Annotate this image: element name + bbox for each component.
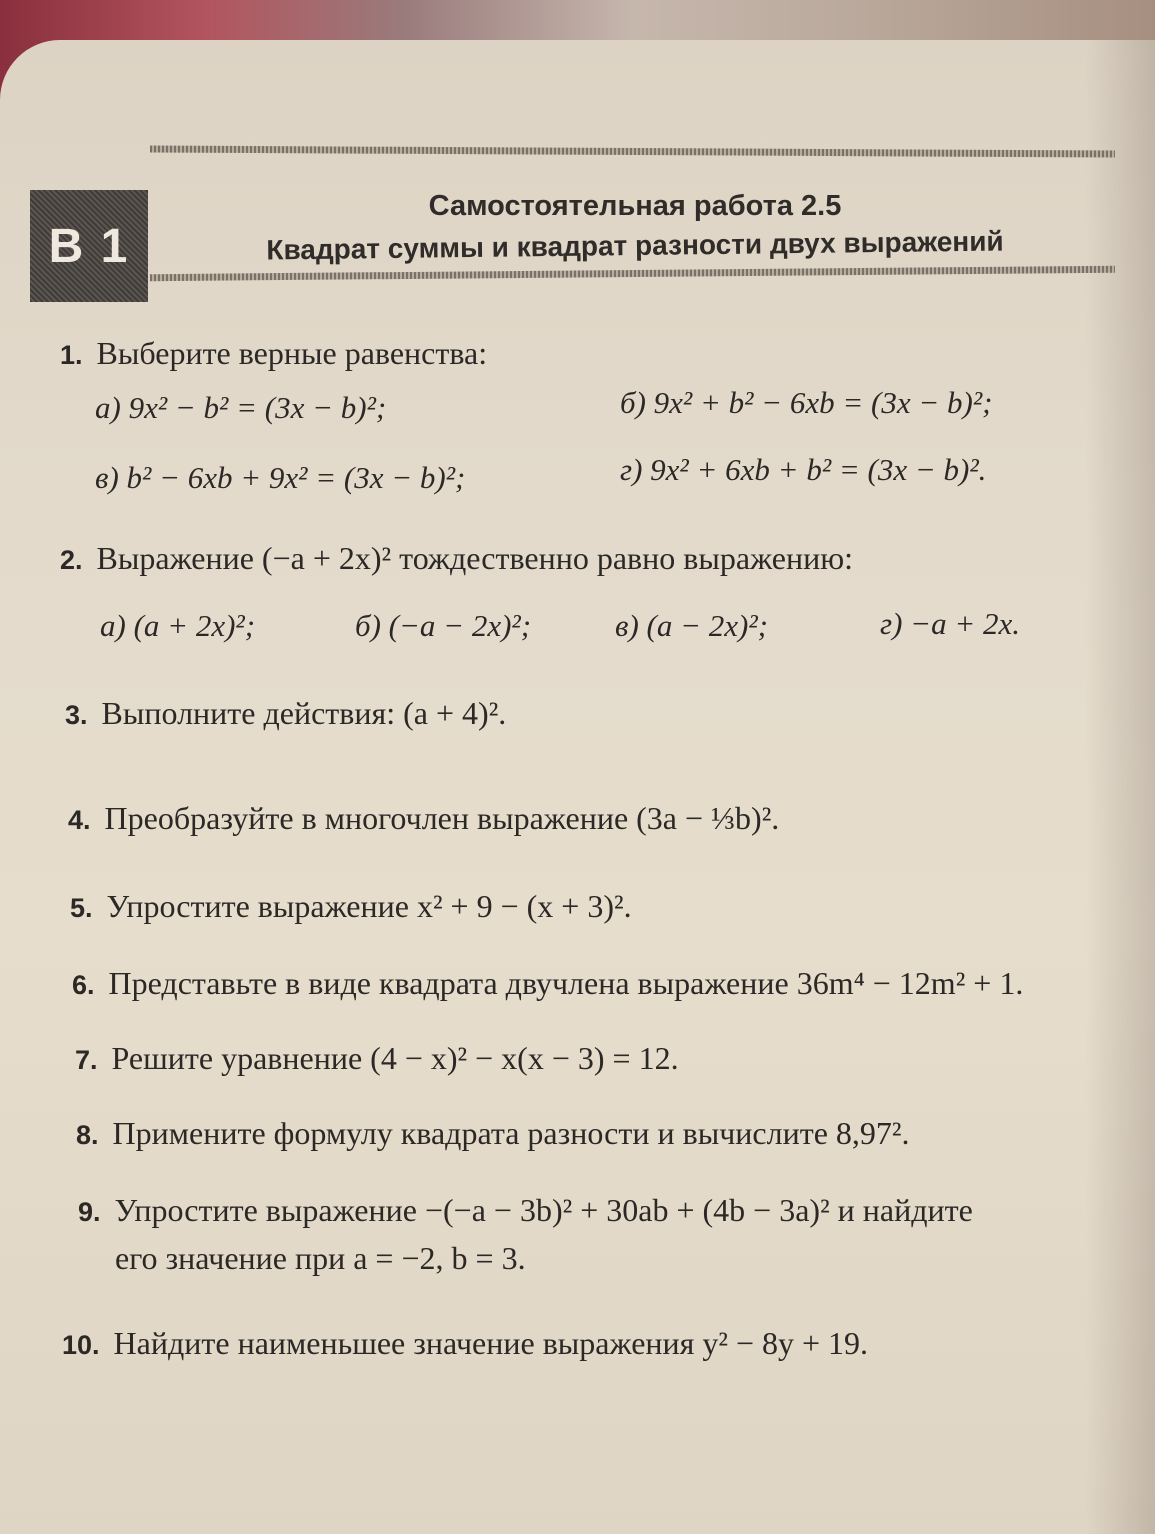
task-9 (78, 1192, 973, 1229)
task-number: 6. (72, 970, 95, 1000)
worksheet-subtitle: Квадрат суммы и квадрат разности двух выражений (266, 225, 1004, 266)
task-number: 2. (60, 545, 83, 575)
page-shadow (1085, 40, 1155, 1534)
task-3 (65, 695, 506, 732)
worksheet-title: Самостоятельная работа 2.5 (428, 190, 842, 222)
variant-label: В 1 (48, 219, 130, 273)
header-rule-bottom (150, 266, 1115, 281)
task-5 (70, 888, 632, 925)
task-2-option-a: а) (a + 2x)²; (100, 608, 256, 643)
task-text: Найдите наименьшее значение выражения y² − 8y + 19. (113, 1325, 869, 1361)
header-rule-top (150, 145, 1115, 157)
task-number: 7. (75, 1045, 98, 1075)
task-text: Выполните действия: (a + 4)². (101, 695, 507, 731)
task-10 (62, 1325, 868, 1362)
task-2-option-d: г) −a + 2x. (880, 606, 1021, 641)
task-text: Представьте в виде квадрата двучлена выражение 36m⁴ − 12m² + 1. (108, 965, 1024, 1001)
task-text: его значение при a = −2, b = 3. (115, 1240, 526, 1276)
task-2 (60, 540, 853, 577)
task-number: 8. (76, 1120, 99, 1150)
task-number: 4. (68, 805, 91, 835)
task-1-option-b: б) 9x² + b² − 6xb = (3x − b)²; (620, 385, 993, 420)
task-text: Выберите верные равенства: (96, 335, 488, 371)
task-2-option-c: в) (a − 2x)²; (615, 608, 768, 643)
task-7 (75, 1040, 679, 1077)
variant-badge (30, 190, 148, 302)
task-text: Выражение (−a + 2x)² тождественно равно выражению: (96, 540, 854, 576)
task-text: Упростите выражение x² + 9 − (x + 3)². (106, 888, 632, 924)
task-number: 10. (62, 1330, 100, 1360)
task-number: 5. (70, 893, 93, 923)
task-text: Решите уравнение (4 − x)² − x(x − 3) = 12. (111, 1040, 679, 1076)
task-number: 9. (78, 1197, 101, 1227)
task-6 (72, 965, 1023, 1002)
task-text: Упростите выражение −(−a − 3b)² + 30ab + (4b − 3a)² и найдите (114, 1192, 973, 1228)
task-1 (60, 335, 487, 372)
task-8 (76, 1115, 910, 1152)
task-number: 1. (60, 340, 83, 370)
task-number: 3. (65, 700, 88, 730)
task-1-option-a: а) 9x² − b² = (3x − b)²; (95, 390, 387, 425)
task-1-option-c: в) b² − 6xb + 9x² = (3x − b)²; (95, 460, 466, 495)
task-9-continuation (115, 1240, 526, 1277)
task-1-option-d: г) 9x² + 6xb + b² = (3x − b)². (620, 452, 987, 487)
task-4 (68, 800, 779, 837)
textbook-page (0, 40, 1155, 1534)
task-2-option-b: б) (−a − 2x)²; (355, 608, 532, 643)
task-text: Примените формулу квадрата разности и вычислите 8,97². (112, 1115, 910, 1151)
task-text: Преобразуйте в многочлен выражение (3a − ⅓b)². (104, 800, 780, 836)
